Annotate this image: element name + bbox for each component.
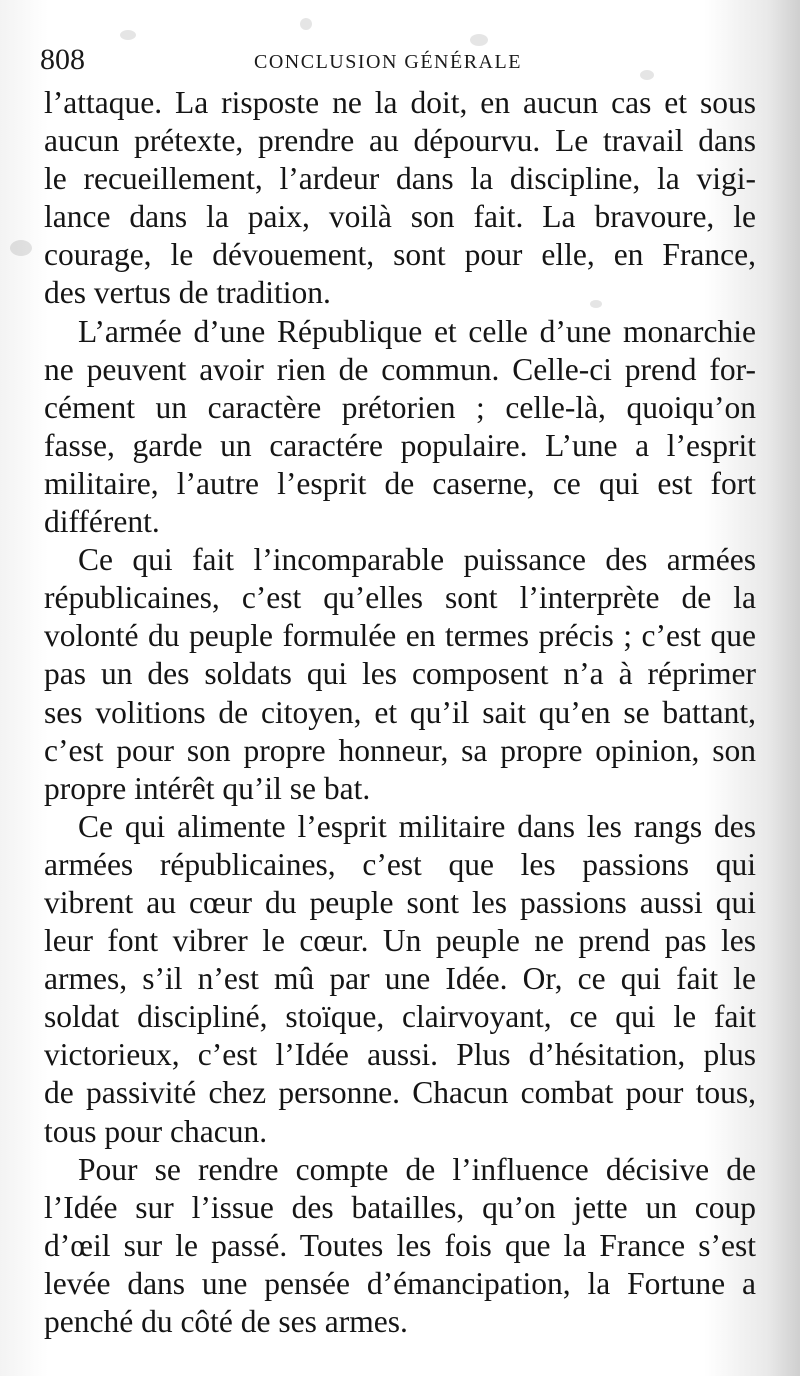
body-text xyxy=(44,84,756,1341)
text-line: lance dans la paix, voilà son fait. La bravoure, le xyxy=(44,199,756,235)
text-line: républicaines, c’est qu’elles sont l’interprète de la xyxy=(44,580,756,616)
text-line: soldat discipliné, stoïque, clairvoyant, ce qui le fait xyxy=(44,999,756,1035)
text-line: levée dans une pensée d’émancipation, la Fortune a xyxy=(44,1265,756,1301)
text-line: d’œil sur le passé. Toutes les fois que la France s’est xyxy=(44,1227,756,1263)
text-line: ne peuvent avoir rien de commun. Celle-ci prend for- xyxy=(44,351,756,387)
text-line: de passivité chez personne. Chacun combat pour tous, xyxy=(44,1075,756,1111)
text-line: tous pour chacun. xyxy=(44,1113,268,1149)
running-head xyxy=(40,40,760,80)
text-line: L’armée d’une République et celle d’une monarchie xyxy=(78,313,756,349)
text-line: armes, s’il n’est mû par une Idée. Or, ce qui fait le xyxy=(44,961,756,997)
text-line: armées républicaines, c’est que les passions qui xyxy=(44,846,756,882)
text-line: différent. xyxy=(44,504,160,540)
text-line: cément un caractère prétorien ; celle-là, quoiqu’on xyxy=(44,389,756,425)
text-line: c’est pour son propre honneur, sa propre opinion, son xyxy=(44,732,756,768)
paper-speck xyxy=(120,30,136,40)
text-line: ses volitions de citoyen, et qu’il sait qu’en se battant, xyxy=(44,694,756,730)
text-line: l’attaque. La risposte ne la doit, en aucun cas et sous xyxy=(44,85,756,120)
text-line: Pour se rendre compte de l’influence décisive de xyxy=(78,1151,756,1187)
text-line: courage, le dévouement, sont pour elle, en France, xyxy=(44,237,756,273)
text-line: Ce qui fait l’incomparable puissance des armées xyxy=(78,542,756,578)
text-line: leur font vibrer le cœur. Un peuple ne prend pas les xyxy=(44,923,756,959)
text-line: fasse, garde un caractére populaire. L’une a l’esprit xyxy=(44,427,756,463)
text-line: Ce qui alimente l’esprit militaire dans les rangs des xyxy=(78,808,756,844)
text-line: victorieux, c’est l’Idée aussi. Plus d’hésitation, plus xyxy=(44,1037,756,1073)
text-line: pas un des soldats qui les composent n’a à réprimer xyxy=(44,656,756,692)
text-line: militaire, l’autre l’esprit de caserne, ce qui est fort xyxy=(44,465,756,501)
page-number: 808 xyxy=(40,43,85,76)
text-line: l’Idée sur l’issue des batailles, qu’on jette un coup xyxy=(44,1189,756,1225)
text-line: volonté du peuple formulée en termes précis ; c’est que xyxy=(44,618,756,654)
paper-speck xyxy=(10,240,32,256)
text-line: aucun prétexte, prendre au dépourvu. Le travail dans xyxy=(44,123,756,159)
paper-speck xyxy=(300,18,312,30)
text-line: propre intérêt qu’il se bat. xyxy=(44,770,371,806)
text-line: le recueillement, l’ardeur dans la discipline, la vigi- xyxy=(44,161,756,197)
running-head-title: CONCLUSION GÉNÉRALE xyxy=(254,51,522,73)
text-line: penché du côté de ses armes. xyxy=(44,1304,408,1339)
text-line: des vertus de tradition. xyxy=(44,275,331,311)
text-line: vibrent au cœur du peuple sont les passions aussi qui xyxy=(44,884,756,920)
